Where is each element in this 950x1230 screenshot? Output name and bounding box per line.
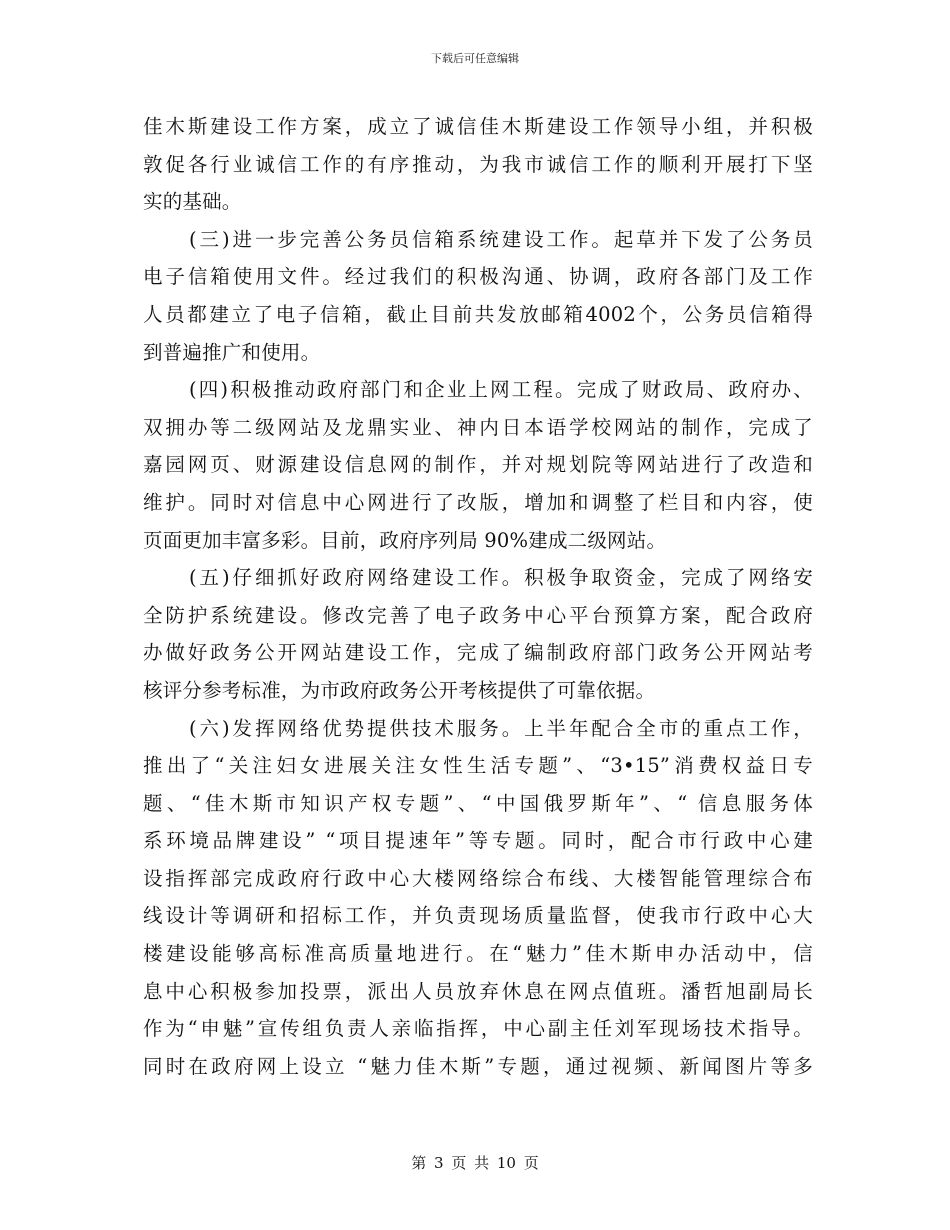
text-line: 设指挥部完成政府行政中心大楼网络综合布线、大楼智能管理综合布 <box>143 866 813 890</box>
page-header: 下载后可任意编辑 <box>431 52 519 65</box>
text-line: 维护。同时对信息中心网进行了改版，增加和调整了栏目和内容，使 <box>143 490 813 514</box>
text-line: 系环境品牌建设” “项目提速年”等专题。同时，配合市行政中心建 <box>143 829 813 853</box>
paragraph-start-line: (四)积极推动政府部门和企业上网工程。完成了财政局、政府办、 <box>189 378 813 402</box>
page-footer: 第 3 页 共 10 页 <box>411 1154 539 1172</box>
text-line: 线设计等调研和招标工作，并负责现场质量监督，使我市行政中心大 <box>143 904 813 928</box>
text-line: 嘉园网页、财源建设信息网的制作，并对规划院等网站进行了改造和 <box>143 453 813 477</box>
text-line: 实的基础。 <box>143 190 242 214</box>
paragraph-start-line: (五)仔细抓好政府网络建设工作。积极争取资金，完成了网络安 <box>189 566 813 590</box>
text-line: 佳木斯建设工作方案，成立了诚信佳木斯建设工作领导小组，并积极 <box>143 115 813 138</box>
text-line: 电子信箱使用文件。经过我们的积极沟通、协调，政府各部门及工作 <box>143 265 813 289</box>
text-line: 息中心积极参加投票，派出人员放弃休息在网点值班。潘哲旭副局长 <box>143 979 813 1003</box>
text-line: 双拥办等二级网站及龙鼎实业、神内日本语学校网站的制作，完成了 <box>143 415 813 439</box>
body-text <box>143 108 813 1085</box>
text-line: 人员都建立了电子信箱，截止目前共发放邮箱4002个，公务员信箱得 <box>143 302 813 326</box>
text-line: 推出了“关注妇女进展关注女性生活专题”、“3•15”消费权益日专 <box>143 754 813 778</box>
text-line: 同时在政府网上设立 “魅力佳木斯”专题，通过视频、新闻图片等多 <box>143 1054 813 1078</box>
text-line: 题、“佳木斯市知识产权专题”、“中国俄罗斯年”、“ 信息服务体 <box>143 791 813 815</box>
text-line: 楼建设能够高标准高质量地进行。在“魅力”佳木斯申办活动中，信 <box>143 942 813 966</box>
paragraph-start-line: (六)发挥网络优势提供技术服务。上半年配合全市的重点工作， <box>189 716 813 740</box>
paragraph-start-line: (三)进一步完善公务员信箱系统建设工作。起草并下发了公务员 <box>189 227 813 251</box>
text-line: 全防护系统建设。修改完善了电子政务中心平台预算方案，配合政府 <box>143 603 813 627</box>
text-line: 敦促各行业诚信工作的有序推动，为我市诚信工作的顺利开展打下坚 <box>143 152 813 176</box>
text-line: 核评分参考标准，为市政府政务公开考核提供了可靠依据。 <box>143 678 656 702</box>
text-line: 作为“申魅”宣传组负责人亲临指挥，中心副主任刘军现场技术指导。 <box>143 1017 813 1041</box>
text-line: 页面更加丰富多彩。目前，政府序列局 90%建成二级网站。 <box>143 528 667 552</box>
text-line: 到普遍推广和使用。 <box>143 340 321 364</box>
text-line: 办做好政务公开网站建设工作，完成了编制政府部门政务公开网站考 <box>143 641 813 665</box>
